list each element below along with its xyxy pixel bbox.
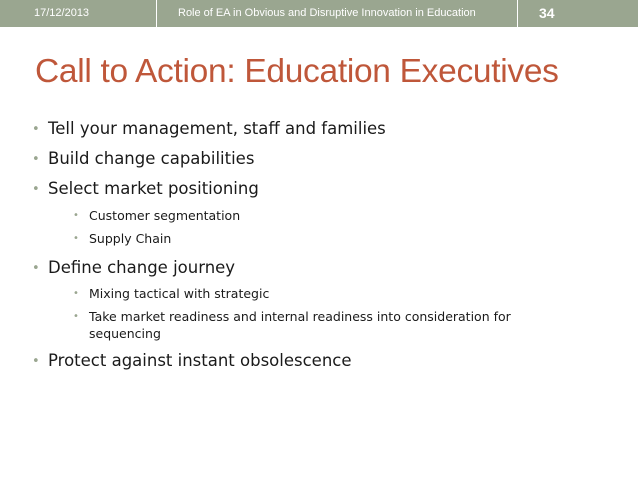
- sub-bullet-icon: •: [73, 311, 79, 322]
- bullet-item: [32, 258, 235, 277]
- sub-bullet-icon: •: [73, 288, 79, 299]
- bullet-item: [32, 119, 386, 138]
- bullet-icon: •: [32, 122, 40, 137]
- header-divider: [156, 0, 157, 27]
- sub-bullet-item: [73, 230, 171, 247]
- bullet-item: [32, 149, 254, 168]
- sub-bullet-text: Take market readiness and internal readiness into consideration for sequencing: [89, 309, 511, 341]
- bullet-icon: •: [32, 354, 40, 369]
- sub-bullet-icon: •: [73, 210, 79, 221]
- slide-number: 34: [539, 5, 555, 21]
- bullet-icon: •: [32, 182, 40, 197]
- bullet-text: Define change journey: [48, 258, 236, 277]
- presentation-title: Role of EA in Obvious and Disruptive Innovation in Education: [178, 7, 476, 19]
- bullet-text: Select market positioning: [48, 179, 259, 198]
- bullet-text: Protect against instant obsolescence: [48, 351, 352, 370]
- bullet-icon: •: [32, 261, 40, 276]
- sub-bullet-text: Mixing tactical with strategic: [89, 286, 270, 301]
- header-divider: [517, 0, 518, 27]
- sub-bullet-item: [73, 207, 240, 224]
- bullet-text: Tell your management, staff and families: [48, 119, 386, 138]
- bullet-item: [32, 179, 259, 198]
- slide-date: 17/12/2013: [34, 7, 90, 19]
- bullet-item: [32, 351, 352, 370]
- sub-bullet-item: [73, 285, 269, 302]
- slide-title: Call to Action: Education Executives: [35, 53, 559, 90]
- sub-bullet-text: Supply Chain: [89, 231, 172, 246]
- sub-bullet-text: Customer segmentation: [89, 208, 241, 223]
- sub-bullet-icon: •: [73, 233, 79, 244]
- sub-bullet-item: [73, 308, 543, 342]
- bullet-text: Build change capabilities: [48, 149, 255, 168]
- bullet-icon: •: [32, 152, 40, 167]
